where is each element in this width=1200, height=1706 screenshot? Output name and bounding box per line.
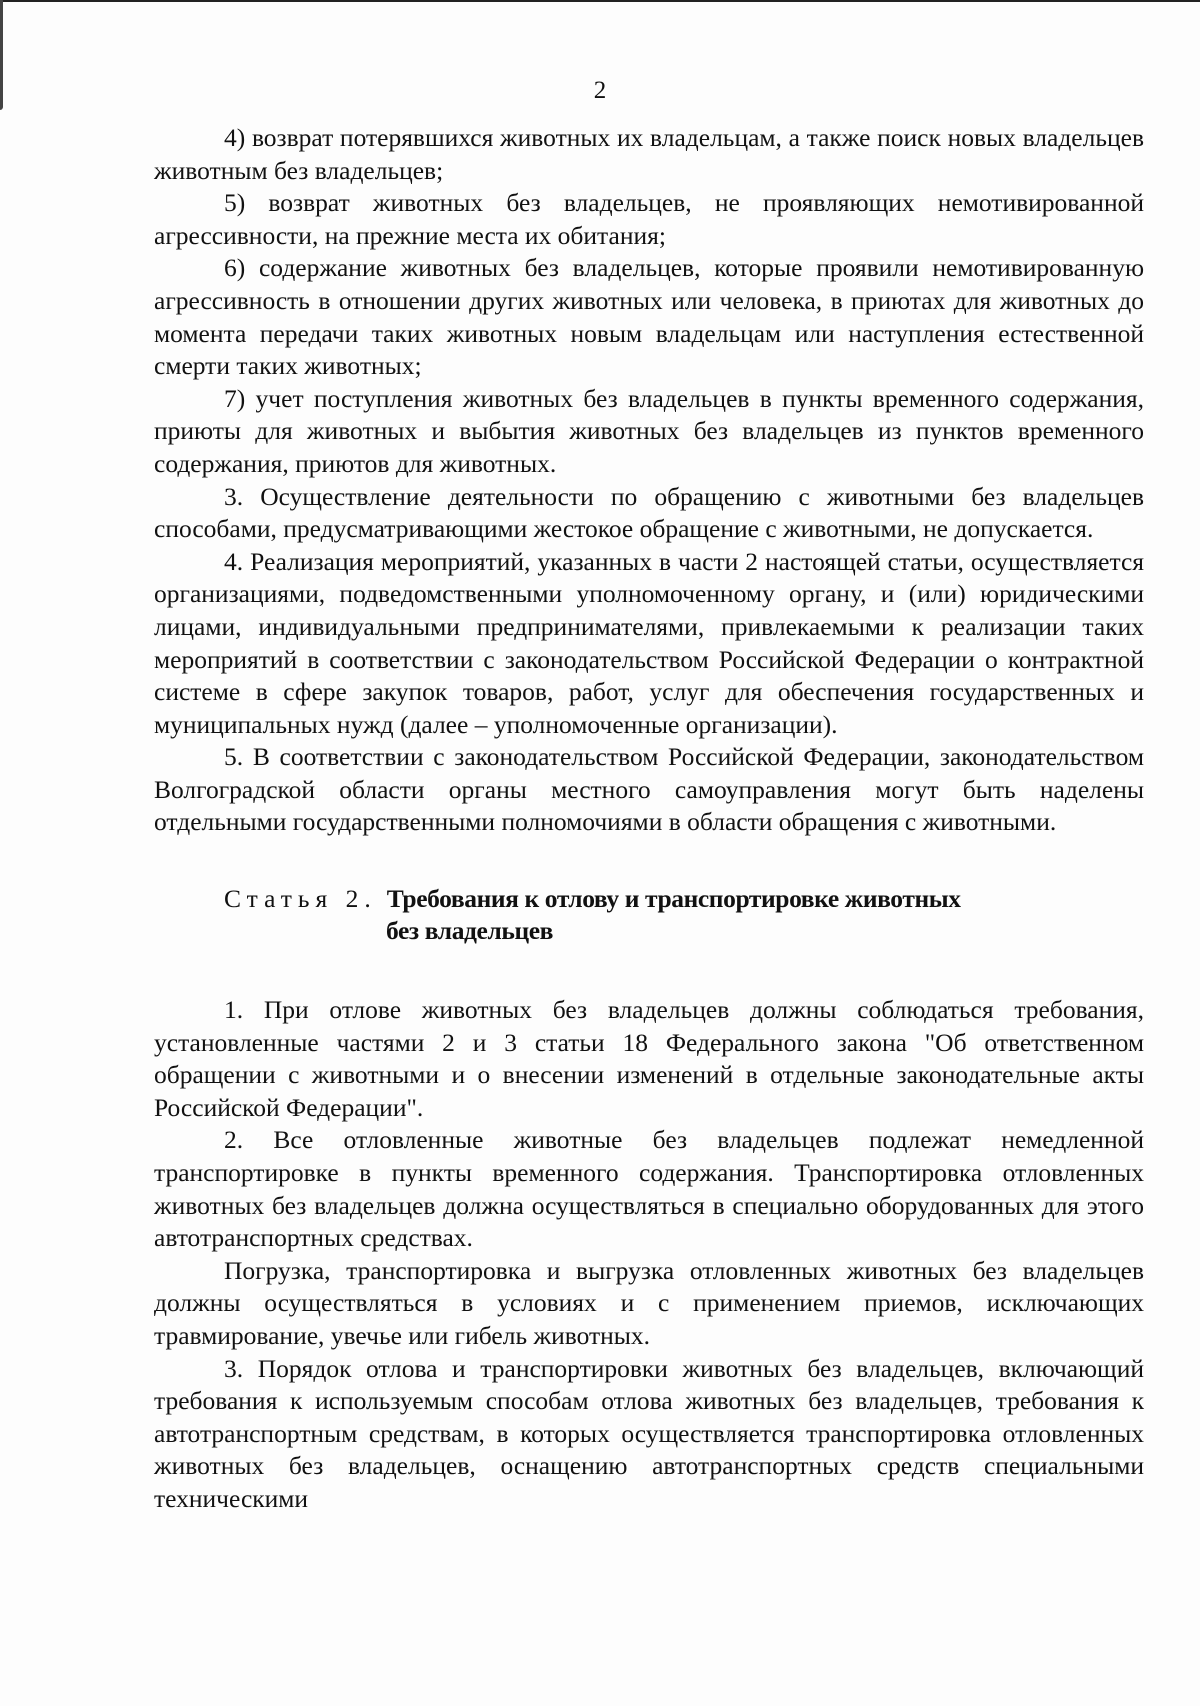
section-spacer [154, 947, 1144, 994]
article-label: Статья 2. [224, 884, 377, 914]
article2-clause-1: 1. При отлове животных без владельцев должны соблюдаться требования, установленные частями 2 и 3 статьи 18 Федерального закона "Об ответственном обращении с животными и о внесении изменений в отдельные законодательные акты Российской Федерации". [154, 995, 1144, 1122]
list-item-7: 7) учет поступления животных без владельцев в пункты временного содержания, приюты для животных и выбытия животных без владельцев из пунктов временного содержания, приютов для животных. [154, 383, 1144, 478]
page-number: 2 [593, 77, 607, 104]
list-item-5: 5) возврат животных без владельцев, не проявляющих немотивированной агрессивности, на прежние места их обитания; [154, 188, 1144, 250]
article2-clause-2: 2. Все отловленные животные без владельцев подлежат немедленной транспортировке в пункты временного содержания. Транспортировка отловленных животных без владельцев должна осуществляться в специально оборудованных для этого автотранспортных средствах. [154, 1125, 1144, 1253]
document-body [154, 122, 1144, 1516]
list-item-4: 4) возврат потерявшихся животных их владельцам, а также поиск новых владельцев животным без владельцев; [154, 123, 1144, 185]
article-heading [154, 883, 1144, 947]
clause-5: 5. В соответствии с законодательством Российской Федерации, законодательством Волгоградской области органы местного самоуправления могут быть наделены отдельными государственными полномочиями в области обращения с животными. [154, 742, 1144, 837]
article2-clause-3: 3. Порядок отлова и транспортировки животных без владельцев, включающий требования к используемым способам отлова животных без владельцев, требования к автотранспортным средствам, в которых осуществляется транспортировка отловленных животных без владельцев, оснащению автотранспортных средств специальными техническими [154, 1353, 1144, 1513]
article2-clause-2-continuation: Погрузка, транспортировка и выгрузка отловленных животных без владельцев должны осуществляться в условиях и с применением приемов, исключающих травмирование, увечье или гибель животных. [154, 1255, 1144, 1350]
clause-3: 3. Осуществление деятельности по обращению с животными без владельцев способами, предусматривающими жестокое обращение с животными, не допускается. [154, 481, 1144, 544]
clause-4: 4. Реализация мероприятий, указанных в части 2 настоящей статьи, осуществляется организациями, подведомственными уполномоченному органу, и (или) юридическими лицами, индивидуальными предпринимателями, привлекаемыми к реализации таких мероприятий в соответствии с законодательством Российской Федерации о контрактной системе в сфере закупок товаров, работ, услуг для обеспечения государственных и муниципальных нужд (далее – уполномоченные организации). [154, 546, 1144, 739]
article-title-line1: Требования к отлову и транспортировке животных [386, 884, 961, 914]
article-title-line2: без владельцев [386, 916, 554, 946]
list-item-6: 6) содержание животных без владельцев, которые проявили немотивированную агрессивность в отношении других животных или человека, в приютах для животных до момента передачи таких животных новым владельцам или наступления естественной смерти таких животных; [154, 253, 1144, 381]
scan-edge-top [0, 0, 1200, 2]
